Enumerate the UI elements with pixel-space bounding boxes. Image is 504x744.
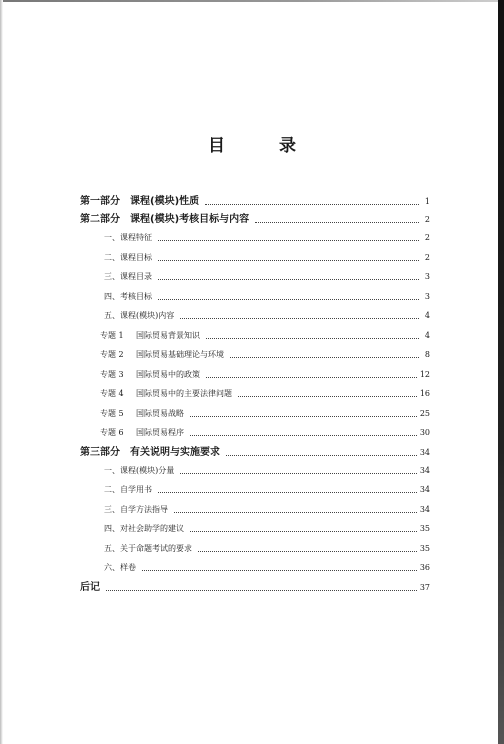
toc-leader-dots	[190, 415, 417, 417]
toc-entry-sub[interactable]	[80, 523, 430, 534]
toc-entry-part[interactable]	[80, 214, 430, 225]
toc-entry-sub[interactable]	[80, 232, 430, 243]
toc-entry-title	[80, 408, 184, 419]
toc-leader-dots	[226, 454, 417, 456]
toc-entry-title: 五、课程(模块)内容	[104, 311, 175, 320]
toc-leader-dots	[205, 203, 419, 205]
toc-entry-topic[interactable]	[80, 388, 430, 399]
page-right-edge-shadow	[498, 0, 504, 744]
toc-topic-title: 国际贸易中的主要法律问题	[136, 389, 232, 398]
toc-page-number: 8	[424, 350, 430, 359]
toc-page-number: 34	[419, 485, 430, 494]
toc-page-number: 34	[419, 504, 430, 514]
toc-leader-dots	[206, 337, 419, 339]
toc-leader-dots	[158, 259, 419, 261]
toc-page-number: 3	[424, 291, 430, 301]
toc-topic-number: 专题 4	[100, 389, 124, 398]
toc-topic-title: 国际贸易中的政策	[136, 369, 200, 379]
toc-topic-number: 专题 5	[100, 408, 124, 418]
toc-entry-title	[80, 388, 232, 399]
toc-page-number: 25	[419, 408, 430, 418]
toc-page-number: 35	[419, 543, 430, 553]
toc-entry-sub[interactable]	[80, 504, 430, 515]
toc-entry-topic[interactable]	[80, 369, 430, 380]
toc-entry-part[interactable]	[80, 447, 430, 458]
toc-entry-topic[interactable]	[80, 408, 430, 419]
toc-entry-title: 五、关于命题考试的要求	[104, 543, 192, 553]
toc-page-number: 36	[419, 563, 430, 572]
toc-entry-title: 一、课程特征	[104, 233, 152, 242]
toc-page-number: 34	[419, 447, 430, 457]
page-left-edge-shadow	[0, 0, 3, 744]
toc-entry-title: 后记	[80, 581, 100, 593]
toc-entry-sub[interactable]	[80, 484, 430, 495]
toc-page-number: 2	[424, 252, 430, 262]
toc-topic-title: 国际贸易战略	[136, 408, 184, 418]
toc-entry-title: 一、课程(模块)分量	[104, 465, 175, 475]
toc-leader-dots	[190, 530, 417, 532]
toc-entry-title: 二、自学用书	[104, 485, 152, 494]
toc-leader-dots	[230, 356, 419, 358]
toc-entry-sub[interactable]	[80, 271, 430, 282]
toc-leader-dots	[158, 278, 419, 280]
toc-page-number: 3	[424, 272, 430, 281]
toc-topic-number: 专题 1	[100, 330, 124, 340]
page-title: 目 录	[208, 136, 320, 156]
toc-entry-sub[interactable]	[80, 543, 430, 554]
toc-page-number: 35	[419, 524, 430, 533]
toc-leader-dots	[142, 569, 417, 571]
toc-topic-title: 国际贸易背景知识	[136, 330, 200, 340]
toc-page-number: 12	[419, 369, 430, 379]
toc-entry-sub[interactable]	[80, 310, 430, 321]
toc-leader-dots	[206, 376, 417, 378]
toc-entry-part[interactable]	[80, 582, 430, 593]
toc-entry-title: 二、课程目标	[104, 252, 152, 262]
toc-page-number: 1	[424, 197, 430, 206]
toc-entry-title	[80, 369, 200, 380]
table-of-contents	[80, 196, 430, 600]
toc-topic-title: 国际贸易基础理论与环境	[136, 350, 224, 359]
toc-entry-title: 第二部分 课程(模块)考核目标与内容	[80, 214, 250, 225]
toc-leader-dots	[180, 472, 417, 474]
toc-page-number: 37	[419, 582, 430, 592]
toc-entry-title	[80, 427, 184, 438]
toc-topic-title: 国际贸易程序	[136, 428, 184, 437]
toc-entry-title: 第三部分 有关说明与实施要求	[80, 446, 220, 458]
toc-entry-title: 六、样卷	[104, 563, 136, 572]
toc-leader-dots	[174, 511, 417, 513]
toc-leader-dots	[158, 239, 419, 241]
toc-entry-title: 四、对社会助学的建议	[104, 524, 184, 533]
toc-entry-title	[80, 330, 200, 341]
toc-page-number: 16	[419, 389, 430, 398]
toc-entry-title: 第一部分 课程(模块)性质	[80, 196, 200, 207]
toc-topic-number: 专题 2	[100, 350, 124, 359]
toc-entry-sub[interactable]	[80, 252, 430, 263]
toc-entry-title: 三、课程目录	[104, 272, 152, 281]
toc-page-number: 2	[424, 233, 430, 242]
toc-leader-dots	[158, 298, 419, 300]
page-top-edge-shadow	[0, 0, 504, 2]
toc-entry-title: 四、考核目标	[104, 291, 152, 301]
toc-leader-dots	[180, 317, 419, 319]
toc-entry-topic[interactable]	[80, 330, 430, 341]
toc-leader-dots	[198, 550, 417, 552]
toc-entry-topic[interactable]	[80, 427, 430, 438]
toc-leader-dots	[255, 221, 419, 223]
toc-topic-number: 专题 6	[100, 428, 124, 437]
toc-entry-sub[interactable]	[80, 465, 430, 476]
toc-leader-dots	[106, 589, 417, 591]
toc-leader-dots	[190, 434, 417, 436]
toc-entry-sub[interactable]	[80, 562, 430, 573]
toc-topic-number: 专题 3	[100, 369, 124, 379]
toc-leader-dots	[238, 395, 417, 397]
toc-page-number: 4	[424, 311, 430, 320]
toc-leader-dots	[158, 491, 417, 493]
toc-entry-sub[interactable]	[80, 291, 430, 302]
toc-page-number: 30	[419, 428, 430, 437]
toc-entry-topic[interactable]	[80, 349, 430, 360]
toc-entry-title: 三、自学方法指导	[104, 504, 168, 514]
toc-entry-part[interactable]	[80, 196, 430, 207]
toc-page-number: 34	[419, 465, 430, 475]
toc-page-number: 2	[424, 215, 430, 224]
toc-page-number: 4	[424, 330, 430, 340]
toc-entry-title	[80, 349, 224, 360]
